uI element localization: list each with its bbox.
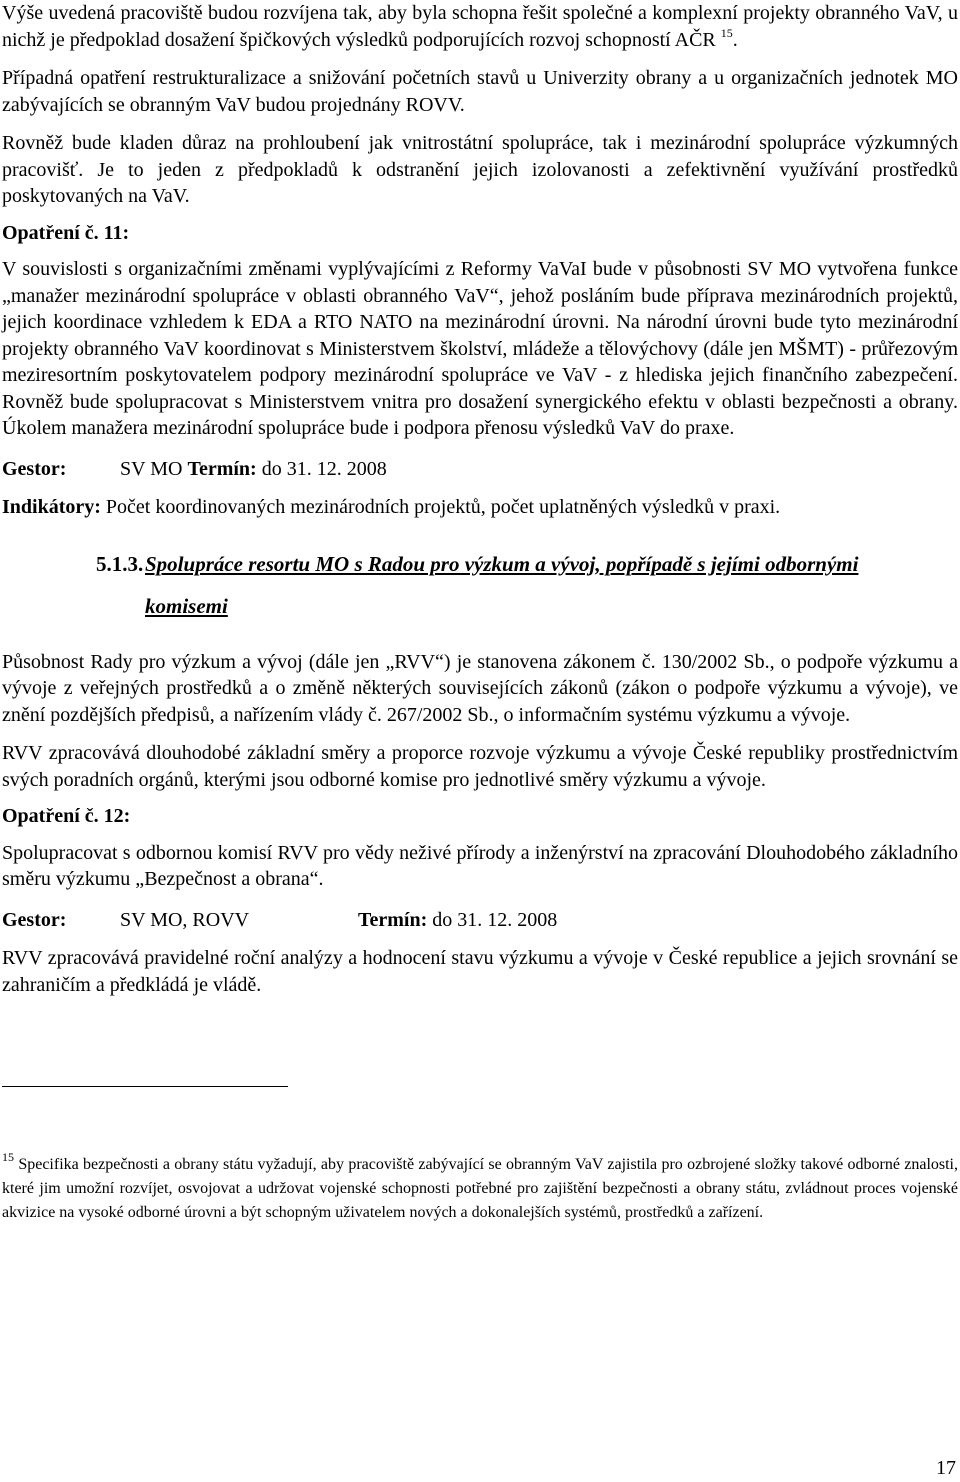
indicators-value: Počet koordinovaných mezinárodních projektů, počet uplatněných výsledků v praxi. (105, 496, 781, 518)
footnote-text: Specifika bezpečnosti a obrany státu vyžadují, aby pracoviště zabývající se obranným VaV zajistila pro ozbrojené složky takové odborné znalosti, které jim umožní rozvíjet, osvojovat a udržovat vojenské schopnosti potřebné pro zajištění bezpečnosti a obrany státu, zvládnout proces vojenské akvizice na vysoké odborné úrovni a být schopným uživatelem nových a dokonalejších systémů, prostředků a zařízení. (2, 1156, 959, 1221)
measure-11-title (2, 220, 958, 247)
paragraph-intro (2, 0, 958, 53)
footnote-separator (2, 1086, 288, 1087)
page-number: 17 (936, 1457, 956, 1479)
gestor-label: Gestor: (2, 457, 67, 480)
gestor-label: Gestor: (2, 908, 67, 931)
gestor-value: SV MO, ROVV (120, 908, 250, 931)
measure-12-title (2, 803, 958, 830)
measure-12-title-text: Opatření č. 12: (2, 805, 131, 827)
section-heading (2, 543, 958, 627)
paragraph-rvv-scope: Působnost Rady pro výzkum a vývoj (dále jen „RVV“) je stanovena zákonem č. 130/2002 Sb., o podpoře výzkumu a vývoje z veřejných prostředků a o změně některých souvisejících zákonů (zákon o podpoře výzkumu a vývoje), ve znění pozdějších předpisů, a nařízením vlády č. 267/2002 Sb., o informačním systému výzkumu a vývoje. (2, 650, 958, 726)
section-title-line1: Spolupráce resortu MO s Radou pro výzkum a vývoj, popřípadě s jejími odbornými (145, 551, 859, 576)
section-title-line2: komisemi (145, 593, 228, 618)
termin-value: do 31. 12. 2008 (432, 908, 558, 931)
paragraph-intro-end: . (732, 28, 738, 51)
paragraph-intro-text: Výše uvedená pracoviště budou rozvíjena tak, aby byla schopna řešit společné a komplexní projekty obranného VaV, u nichž je předpoklad dosažení špičkových výsledků podporujících rozvoj schopností AČR (2, 2, 958, 51)
paragraph-restructuring: Případná opatření restrukturalizace a snižování početních stavů u Univerzity obrany a u organizačních jednotek MO zabývajících se obranným VaV budou projednány ROVV. (2, 67, 958, 116)
measure-12-responsibility (2, 907, 958, 934)
footnote-marker: 15 (2, 1150, 14, 1164)
gestor-value: SV MO (120, 457, 183, 480)
paragraph-rvv-analyses: RVV zpracovává pravidelné roční analýzy a hodnocení stavu výzkumu a vývoje v České republice a jejich srovnání se zahraničím a předkládá je vládě. (2, 947, 958, 996)
paragraph-rvv-directions: RVV zpracovává dlouhodobé základní směry a proporce rozvoje výzkumu a vývoje České republiky prostřednictvím svých poradních orgánů, kterými jsou odborné komise pro jednotlivé směry výzkumu a vývoje. (2, 742, 958, 791)
measure-12-body: Spolupracovat s odbornou komisí RVV pro vědy neživé přírody a inženýrství na zpracování Dlouhodobého základního směru výzkumu „Bezpečnost a obrana“. (2, 841, 958, 890)
footnote (2, 1150, 959, 1225)
measure-11-body: V souvislosti s organizačními změnami vyplývajícími z Reformy VaVaI bude v působnosti SV MO vytvořena funkce „manažer mezinárodní spolupráce v oblasti obranného VaV“, jehož posláním bude příprava mezinárodních projektů, jejich koordinace vzhledem k EDA a RTO NATO na mezinárodní úrovni. Na národní úrovni bude tyto mezinárodní projekty obranného VaV koordinovat s Ministerstvem školství, mládeže a tělovýchovy (dále jen MŠMT) - průřezovým meziresortním poskytovatelem podpory mezinárodní spolupráce ve VaV - z hlediska jejich finančního zabezpečení. Rovněž bude spolupracovat s Ministerstvem vnitra pro dosažení synergického efektu v oblasti bezpečnosti a obrany. Úkolem manažera mezinárodní spolupráce bude i podpora přenosu výsledků VaV do praxe. (2, 258, 958, 439)
termin-value: do 31. 12. 2008 (261, 457, 387, 480)
section-number: 5.1.3. (96, 551, 144, 576)
termin-label: Termín: (358, 908, 428, 931)
measure-11-title-text: Opatření č. 11: (2, 221, 130, 244)
measure-11-responsibility (2, 456, 958, 483)
measure-11-indicators (2, 494, 958, 521)
termin-label: Termín: (187, 457, 257, 480)
paragraph-cooperation: Rovněž bude kladen důraz na prohloubení jak vnitrostátní spolupráce, tak i mezinárodní spolupráce výzkumných pracovišť. Je to jeden z předpokladů k odstranění jejich izolovanosti a zefektivnění využívání prostředků poskytovaných na VaV. (2, 132, 958, 207)
document-page (2, 0, 958, 1225)
footnote-reference[interactable]: 15 (720, 25, 733, 40)
indicators-label: Indikátory: (2, 496, 101, 518)
